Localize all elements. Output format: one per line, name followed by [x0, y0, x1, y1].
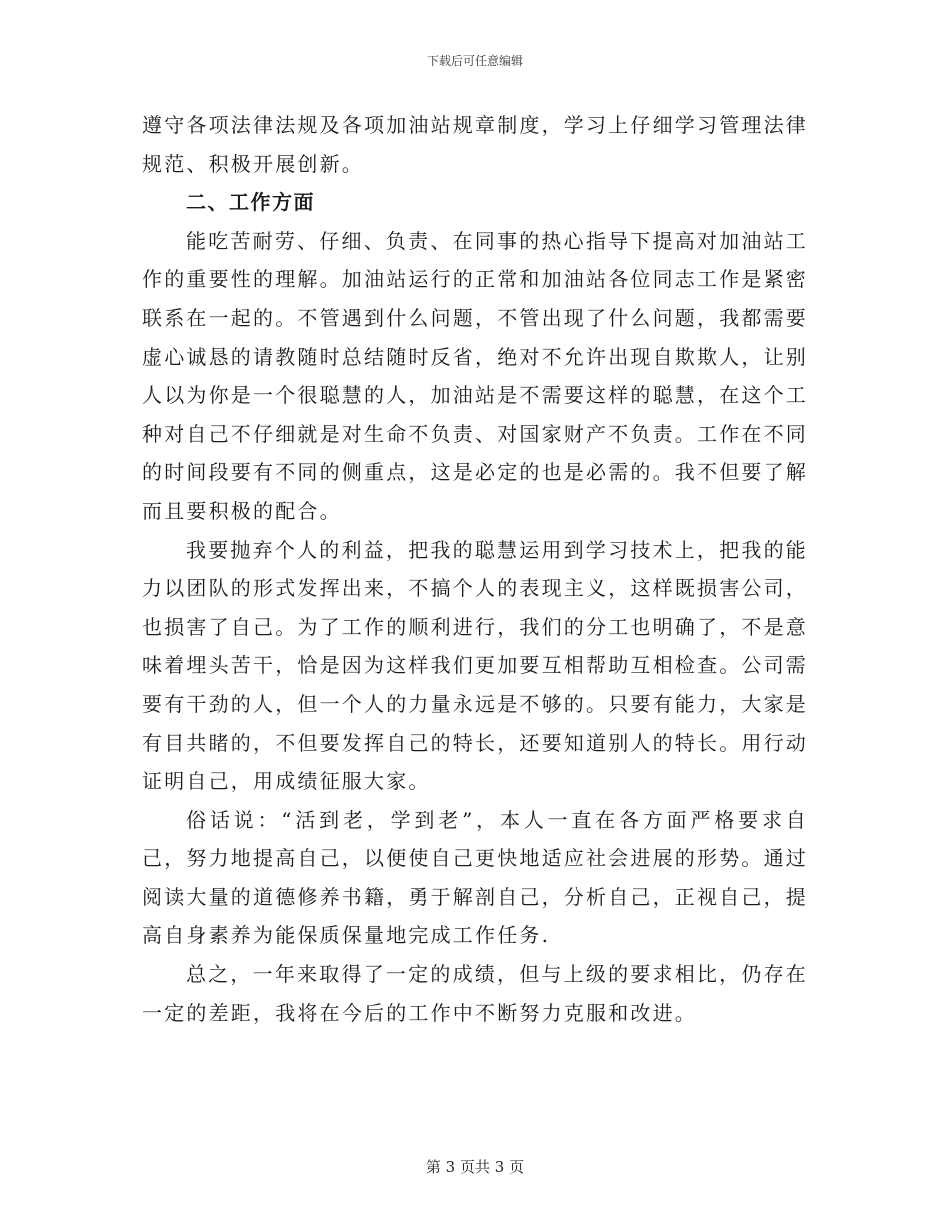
section-heading: 二、工作方面 — [186, 190, 315, 215]
paragraph-teamwork: 我要抛弃个人的利益，把我的聪慧运用到学习技术上，把我的能力以团队的形式发挥出来，不搞个人的表现主义，这样既损害公司，也损害了自己。为了工作的顺利进行，我们的分工也明确了，不是意味着埋头苦干，恰是因为这样我们更加要互相帮助互相检查。公司需要有干劲的人，但一个人的力量永远是不够的。只要有能力，大家是有目共睹的，不但要发挥自己的特长，还要知道别人的特长。用行动证明自己，用成绩征服大家。 — [142, 537, 808, 794]
paragraph-work-attitude: 能吃苦耐劳、仔细、负责、在同事的热心指导下提高对加油站工作的重要性的理解。加油站运行的正常和加油站各位同志工作是紧密联系在一起的。不管遇到什么问题，不管出现了什么问题，我都需要虚心诚恳的请教随时总结随时反省，绝对不允许出现自欺欺人，让别人以为你是一个很聪慧的人，加油站是不需要这样的聪慧，在这个工种对自己不仔细就是对生命不负责、对国家财产不负责。工作在不同的时间段要有不同的侧重点，这是必定的也是必需的。我不但要了解而且要积极的配合。 — [142, 228, 808, 523]
paragraph-continued: 遵守各项法律法规及各项加油站规章制度，学习上仔细学习管理法律规范、积极开展创新。 — [142, 113, 808, 176]
paragraph-conclusion: 总之，一年来取得了一定的成绩，但与上级的要求相比，仍存在一定的差距，我将在今后的工作中不断努力克服和改进。 — [142, 962, 808, 1025]
page-footer: 第 3 页共 3 页 — [425, 1158, 525, 1176]
page-header: 下载后可任意编辑 — [426, 54, 523, 68]
paragraph-self-improvement: 俗话说：“活到老，学到老”，本人一直在各方面严格要求自己，努力地提高自己，以便使自己更快地适应社会进展的形势。通过阅读大量的道德修养书籍，勇于解剖自己，分析自己，正视自己，提高自身素养为能保质保量地完成工作任务. — [142, 807, 808, 948]
document-body — [142, 106, 808, 1032]
